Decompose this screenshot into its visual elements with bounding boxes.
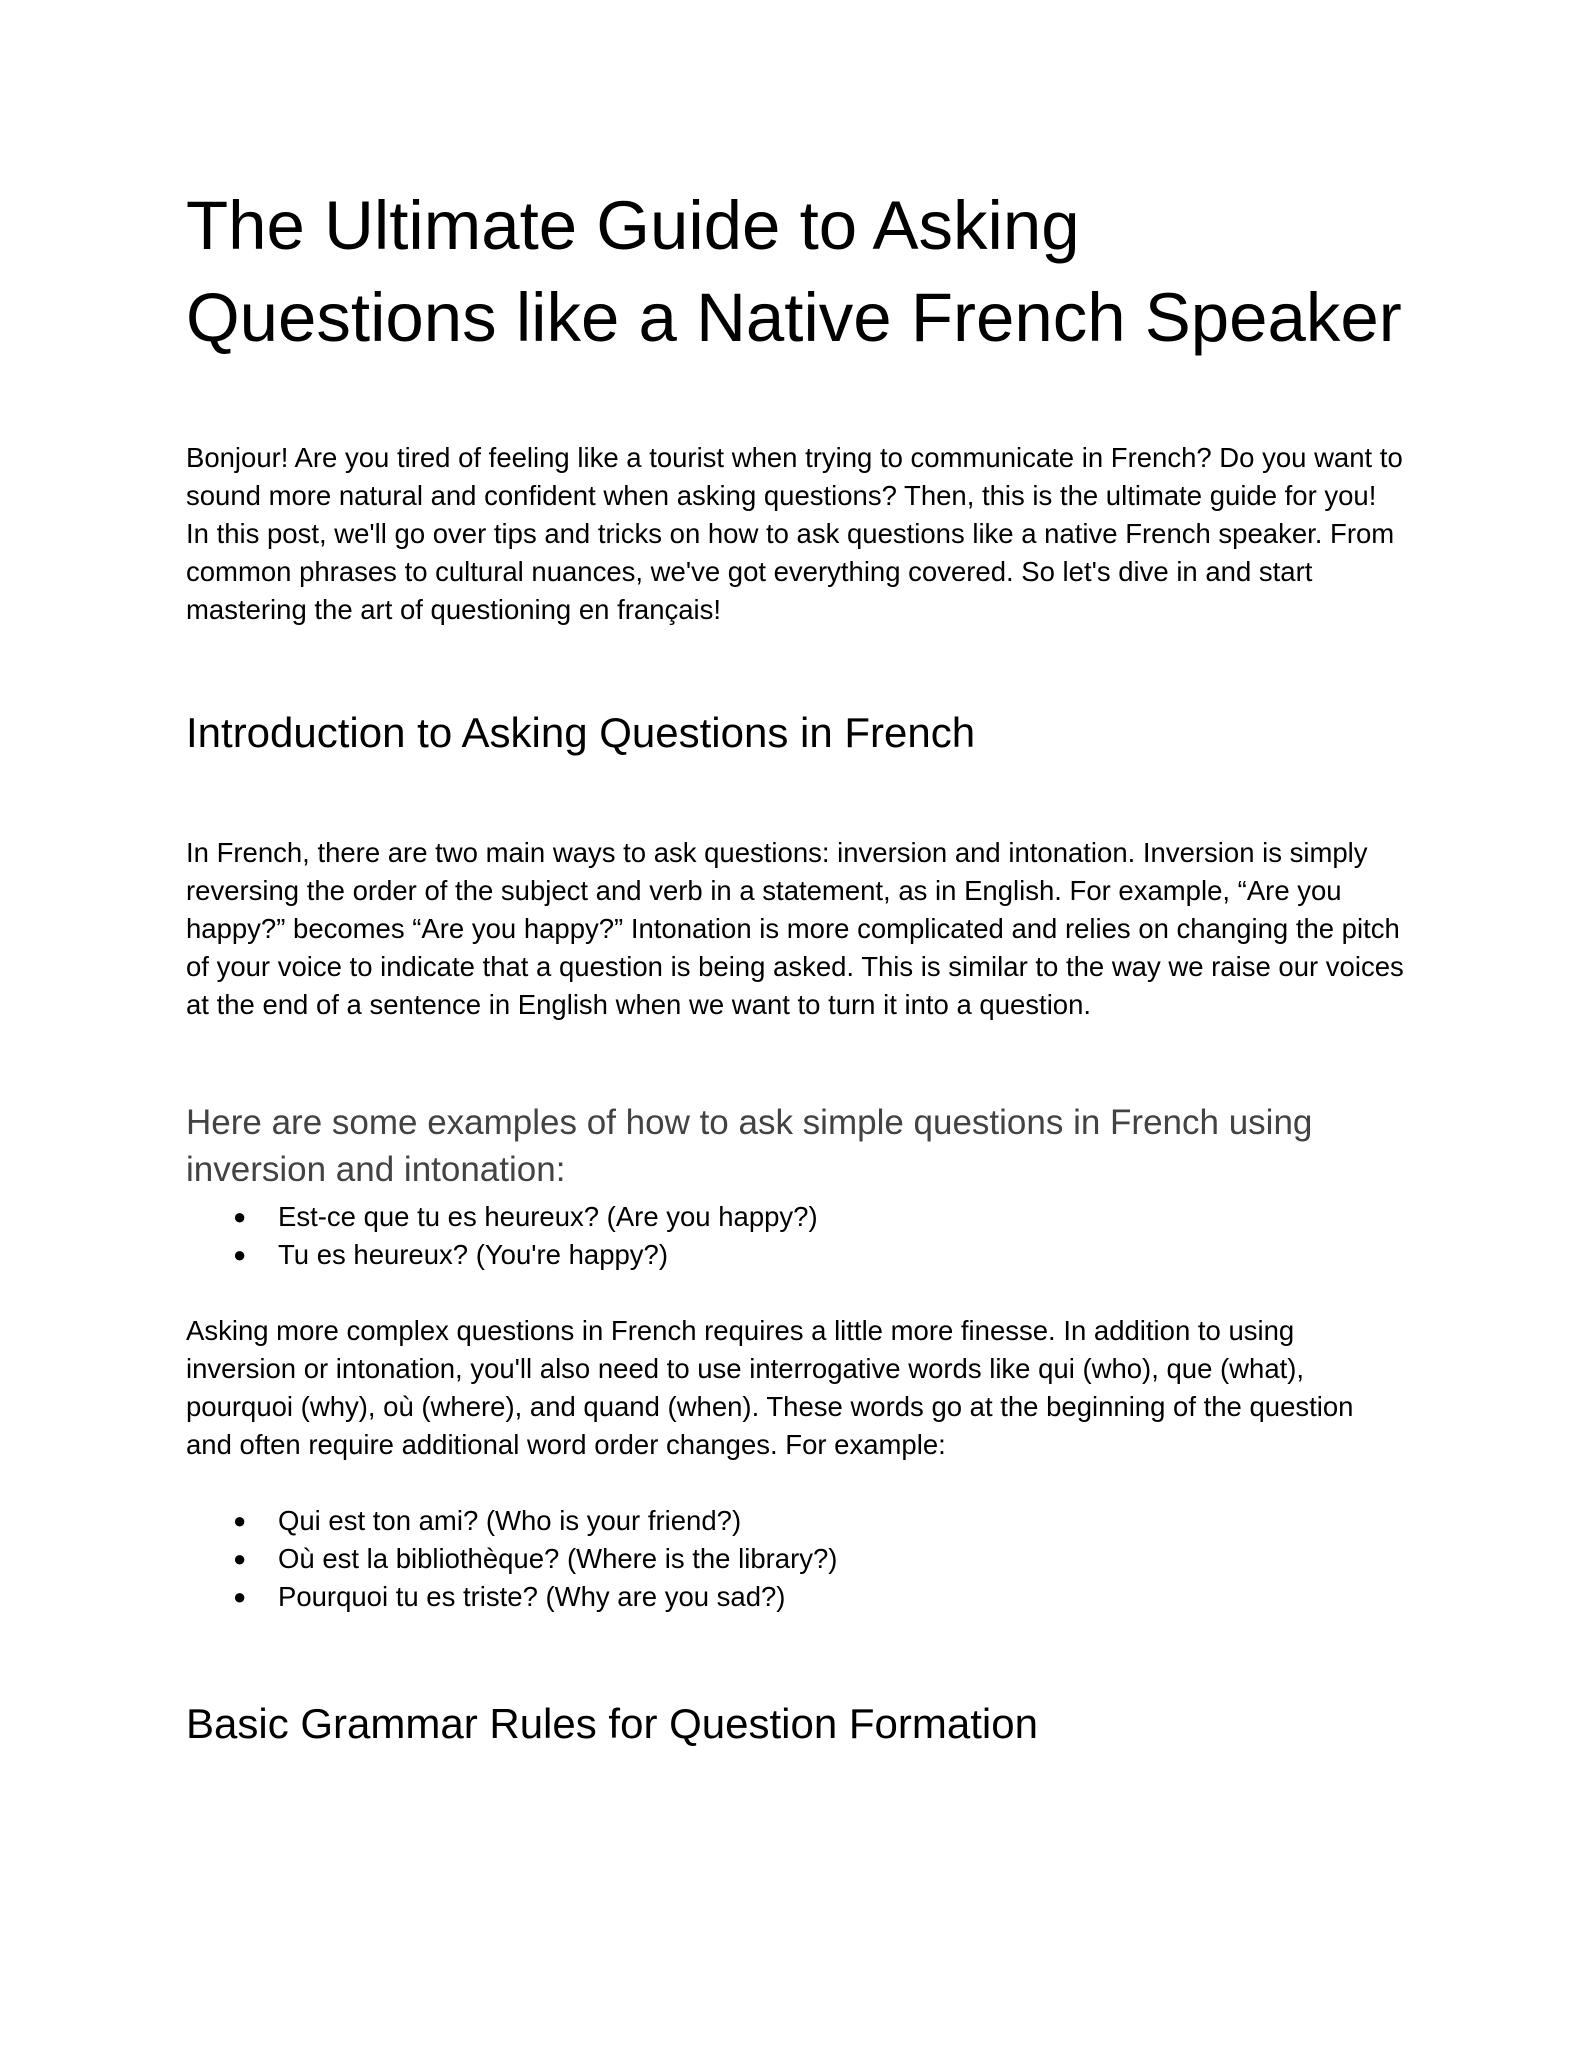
bullet-icon: ● bbox=[233, 1584, 247, 1609]
bullet-icon: ● bbox=[233, 1546, 247, 1571]
list-item-text: Pourquoi tu es triste? (Why are you sad?) bbox=[278, 1581, 786, 1612]
list-item-text: Tu es heureux? (You're happy?) bbox=[278, 1239, 668, 1270]
document-content bbox=[186, 180, 1406, 1750]
bullet-icon: ● bbox=[233, 1508, 247, 1533]
list-item bbox=[186, 1198, 1406, 1236]
list-item-text: Qui est ton ami? (Who is your friend?) bbox=[278, 1505, 742, 1536]
bullet-icon: ● bbox=[233, 1242, 247, 1267]
list-item bbox=[186, 1236, 1406, 1274]
section-heading-introduction: Introduction to Asking Questions in French bbox=[186, 709, 976, 756]
list-item bbox=[186, 1502, 1406, 1540]
list-item bbox=[186, 1540, 1406, 1578]
bullet-icon: ● bbox=[233, 1204, 247, 1229]
list-item-text: Est-ce que tu es heureux? (Are you happy?) bbox=[278, 1201, 818, 1232]
complex-examples-list bbox=[186, 1502, 1406, 1616]
document-title: The Ultimate Guide to Asking Questions like a Native French Speaker bbox=[186, 187, 1402, 356]
examples-subheading: Here are some examples of how to ask simple questions in French using inversion and intonation: bbox=[186, 1103, 1313, 1189]
section-heading-grammar: Basic Grammar Rules for Question Formation bbox=[186, 1700, 1038, 1747]
list-item-text: Où est la bibliothèque? (Where is the library?) bbox=[278, 1543, 838, 1574]
simple-examples-list bbox=[186, 1198, 1406, 1274]
introduction-paragraph: In French, there are two main ways to ask questions: inversion and intonation. Inversion is simply reversing the order of the subject and verb in a statement, as in English. For example, “Are you happy?” becomes “Are you happy?” Intonation is more complicated and relies on changing the pitch of your voice to indicate that a question is being asked. This is similar to the way we raise our voices at the end of a sentence in English when we want to turn it into a question. bbox=[186, 837, 1404, 1020]
intro-paragraph: Bonjour! Are you tired of feeling like a tourist when trying to communicate in French? Do you want to sound more natural and confident when asking questions? Then, this is the ultimate guide for you! In this post, we'll go over tips and tricks on how to ask questions like a native French speaker. From common phrases to cultural nuances, we've got everything covered. So let's dive in and start mastering the art of questioning en français! bbox=[186, 442, 1403, 625]
complex-questions-paragraph: Asking more complex questions in French requires a little more finesse. In addition to using inversion or intonation, you'll also need to use interrogative words like qui (who), que (what), pourquoi (why), où (where), and quand (when). These words go at the beginning of the question and often require additional word order changes. For example: bbox=[186, 1315, 1354, 1460]
list-item bbox=[186, 1578, 1406, 1616]
